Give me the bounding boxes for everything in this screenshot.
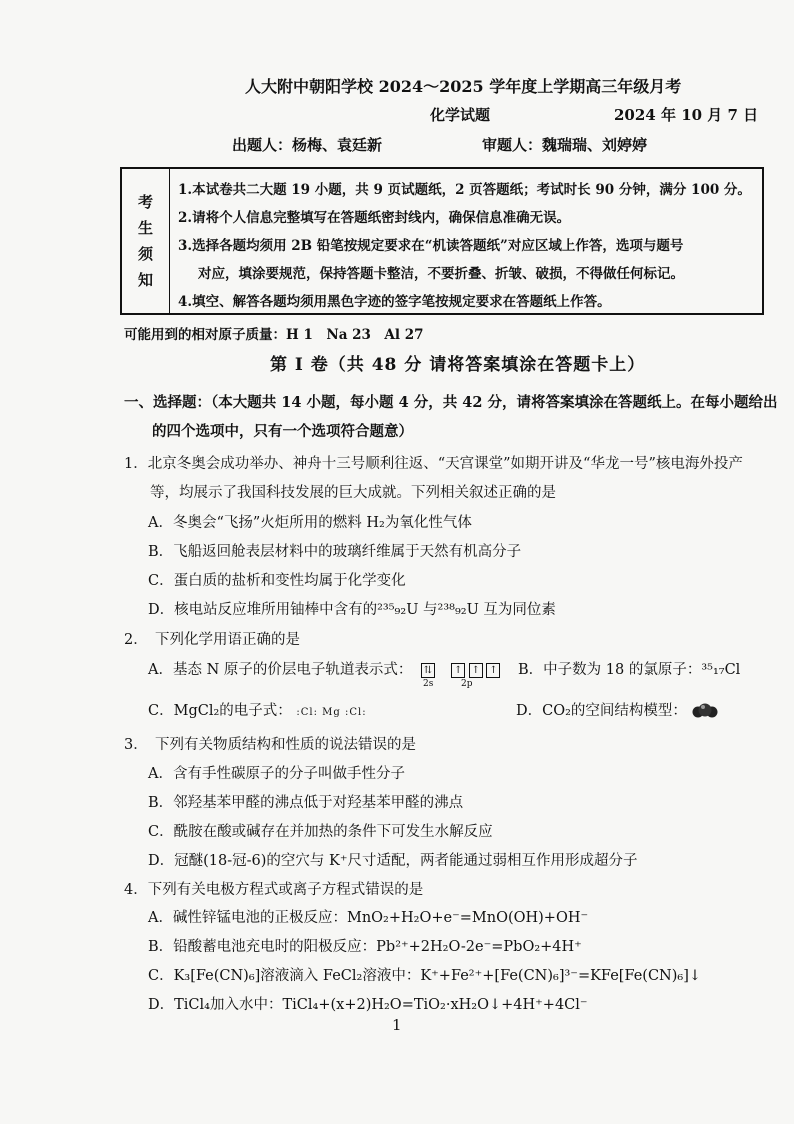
notice-side-char: 生 (137, 219, 153, 237)
notice-item: 1.本试卷共二大题 19 小题，共 9 页试题纸，2 页答题纸；考试时长 90 分钟，满分 100 分。 (178, 182, 751, 198)
question-3-option-c: C．酰胺在酸或碱存在并加热的条件下可发生水解反应 (148, 824, 493, 840)
question-1-stem: 1．北京冬奥会成功举办、神舟十三号顺利往返、“天宫课堂”如期开讲及“华龙一号”核电海外投产 (124, 456, 743, 472)
co2-model-icon (692, 702, 718, 720)
atomic-mass-note: 可能用到的相对原子质量：H 1 Na 23 Al 27 (124, 327, 424, 343)
notice-item: 4.填空、解答各题均须用黑色字迹的签字笔按规定要求在答题纸上作答。 (178, 294, 611, 310)
exam-subtitle: 化学试题 (430, 106, 491, 124)
question-2-option-d (516, 699, 718, 720)
question-1-option-d: D．核电站反应堆所用铀棒中含有的²³⁵₉₂U 与²³⁸₉₂U 互为同位素 (148, 602, 556, 618)
exam-title: 人大附中朝阳学校 2024～2025 学年度上学期高三年级月考 (245, 77, 682, 96)
question-1-option-a: A．冬奥会“飞扬”火炬所用的燃料 H₂为氧化性气体 (148, 515, 472, 531)
notice-item: 2.请将个人信息完整填写在答题纸密封线内，确保信息准确无误。 (178, 210, 571, 226)
notice-side-char: 考 (137, 193, 153, 211)
part-one-heading: 一、选择题：（本大题共 14 小题，每小题 4 分，共 42 分，请将答案填涂在答题纸上。在每小题给出 (124, 394, 778, 411)
question-2-option-a-text: A．基态 N 原子的价层电子轨道表示式： (148, 662, 413, 678)
part-one-heading-cont: 的四个选项中，只有一个选项符合题意） (152, 423, 413, 440)
notice-item: 对应，填涂要规范，保持答题卡整洁，不要折叠、折皱、破损，不得做任何标记。 (198, 266, 684, 282)
electron-formula: :Cl: Mg :Cl: (296, 707, 367, 718)
question-2-option-c-text: C．MgCl₂的电子式： (148, 703, 292, 719)
question-4-stem: 4．下列有关电极方程式或离子方程式错误的是 (124, 882, 424, 898)
question-4-option-d: D．TiCl₄加入水中：TiCl₄+(x+2)H₂O=TiO₂·xH₂O↓+4H⁺+4Cl⁻ (148, 997, 588, 1013)
candidate-notice-box (120, 167, 764, 315)
question-2-option-a (148, 658, 499, 689)
question-2-option-c (148, 699, 367, 720)
orbital-box: ⇅ (421, 663, 435, 678)
exam-author: 出题人：杨梅、袁廷新 (232, 136, 383, 154)
orbital-label-2s: 2s (423, 679, 434, 689)
page-number: 1 (392, 1016, 402, 1034)
question-3-stem: 3． 下列有关物质结构和性质的说法错误的是 (124, 737, 416, 753)
notice-item: 3.选择各题均须用 2B 铅笔按规定要求在“机读答题纸”对应区域上作答，选项与题号 (178, 238, 684, 254)
question-3-option-a: A．含有手性碳原子的分子叫做手性分子 (148, 766, 405, 782)
question-1-option-b: B．飞船返回舱表层材料中的玻璃纤维属于天然有机高分子 (148, 544, 522, 560)
question-4-option-c: C．K₃[Fe(CN)₆]溶液滴入 FeCl₂溶液中：K⁺+Fe²⁺+[Fe(CN)₆]³⁻=KFe[Fe(CN)₆]↓ (148, 968, 702, 984)
question-1-option-c: C．蛋白质的盐析和变性均属于化学变化 (148, 573, 406, 589)
question-2-stem: 2． 下列化学用语正确的是 (124, 632, 300, 648)
orbital-box: ↑ (486, 663, 500, 678)
section-title: 第 I 卷（共 48 分 请将答案填涂在答题卡上） (270, 355, 646, 375)
question-2-option-d-text: D．CO₂的空间结构模型： (516, 703, 687, 719)
orbital-box: ↑ (451, 663, 465, 678)
exam-reviewer: 审题人：魏瑞瑞、刘婷婷 (482, 136, 648, 154)
orbital-diagram (421, 662, 499, 689)
question-3-option-b: B．邻羟基苯甲醛的沸点低于对羟基苯甲醛的沸点 (148, 795, 464, 811)
exam-date: 2024 年 10 月 7 日 (614, 106, 759, 124)
question-1-stem-cont: 等，均展示了我国科技发展的巨大成就。下列相关叙述正确的是 (150, 485, 556, 501)
notice-side-label (122, 169, 170, 313)
orbital-box: ↑ (469, 663, 483, 678)
notice-side-char: 知 (137, 271, 153, 289)
notice-side-char: 须 (137, 245, 153, 263)
question-2-option-b: B．中子数为 18 的氯原子：³⁵₁₇Cl (518, 662, 741, 678)
question-3-option-d: D．冠醚(18-冠-6)的空穴与 K⁺尺寸适配，两者能通过弱相互作用形成超分子 (148, 853, 638, 869)
question-4-option-b: B．铅酸蓄电池充电时的阳极反应：Pb²⁺+2H₂O-2e⁻=PbO₂+4H⁺ (148, 939, 582, 955)
orbital-label-2p: 2p (461, 679, 473, 689)
question-4-option-a: A．碱性锌锰电池的正极反应：MnO₂+H₂O+e⁻=MnO(OH)+OH⁻ (148, 910, 589, 926)
